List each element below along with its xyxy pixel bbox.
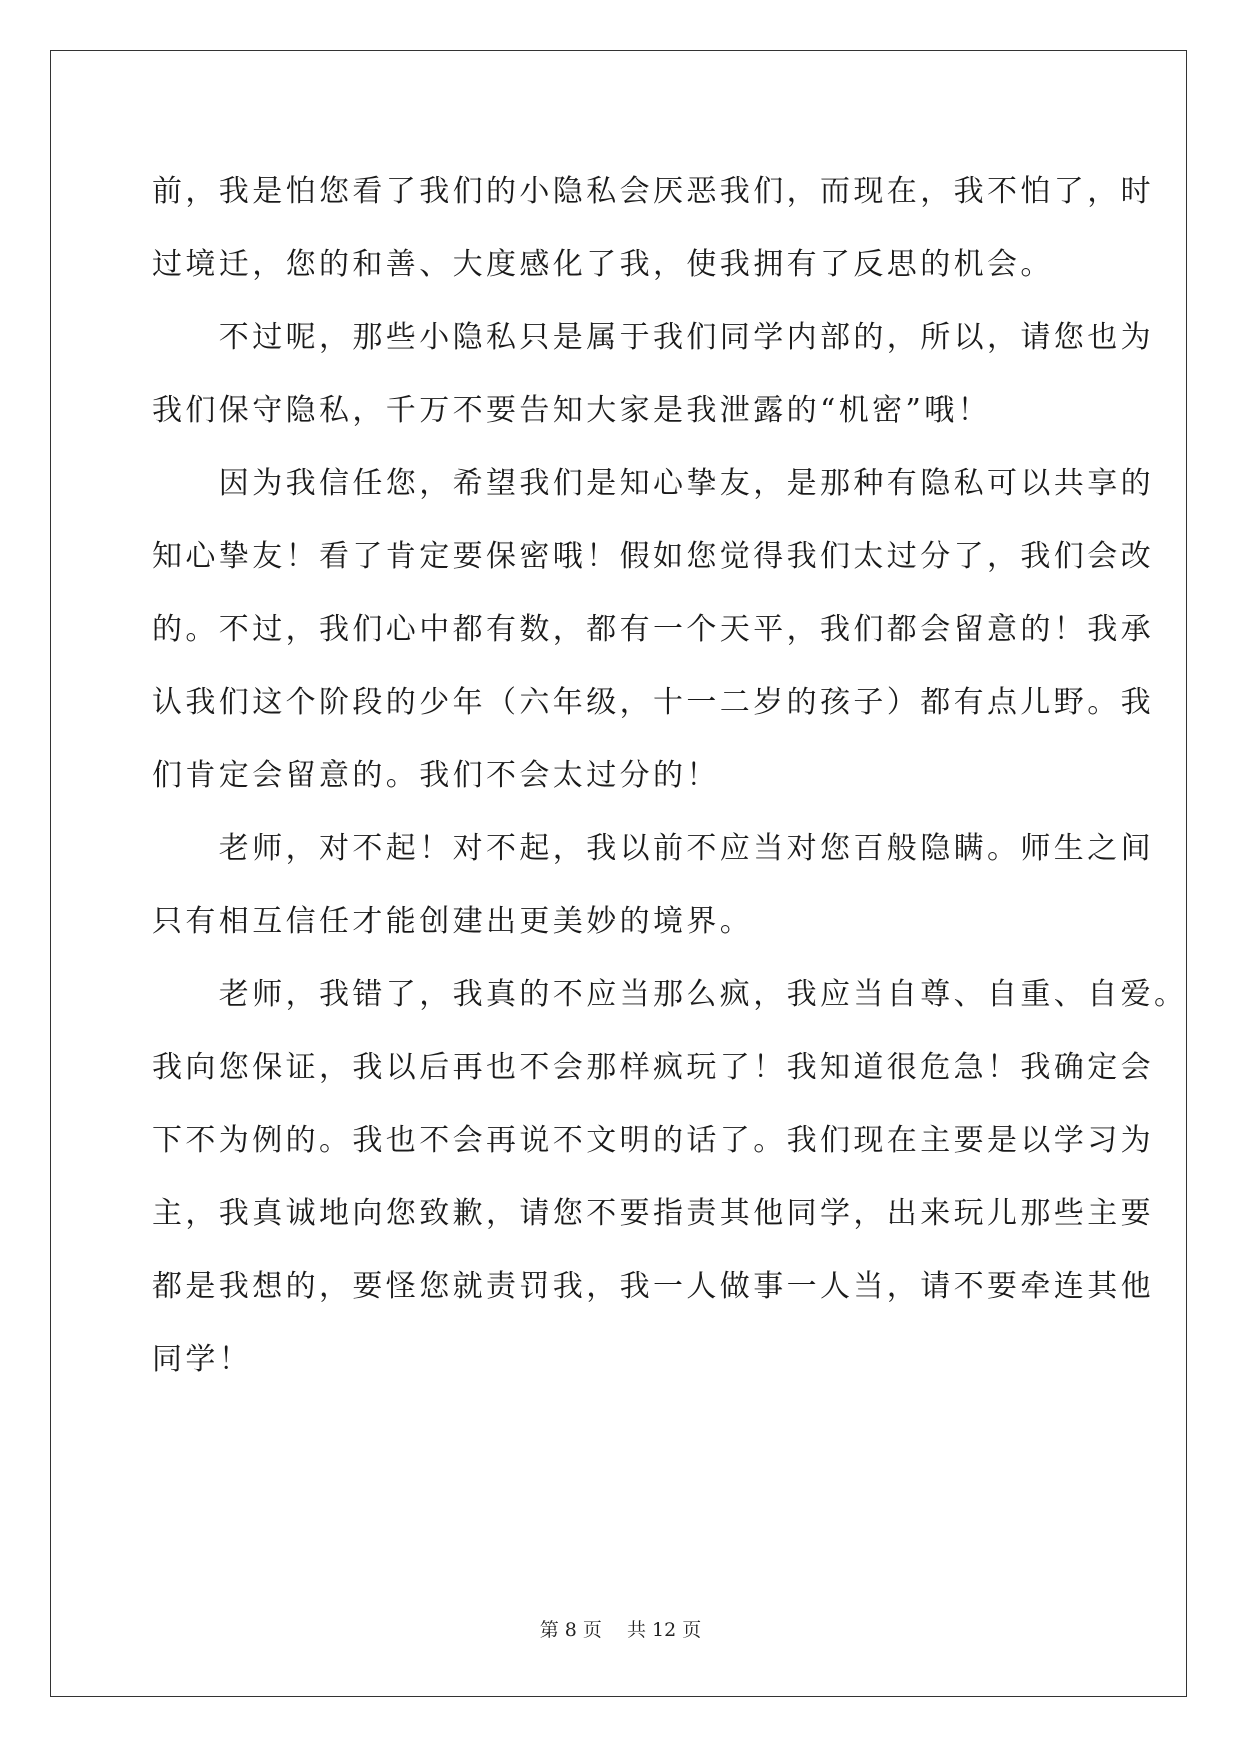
text-line: 们肯定会留意的。我们不会太过分的！ (152, 758, 720, 793)
text-line: 我们保守隐私，千万不要告知大家是我泄露的“机密”哦！ (152, 393, 992, 428)
text-line: 前，我是怕您看了我们的小隐私会厌恶我们，而现在，我不怕了，时 (152, 174, 1154, 209)
page-number-footer: 第 8 页 共 12 页 (539, 1619, 702, 1641)
text-line: 老师，我错了，我真的不应当那么疯，我应当自尊、自重、自爱。 (152, 977, 1188, 1012)
page-frame (50, 50, 1187, 1697)
text-line: 的。不过，我们心中都有数，都有一个天平，我们都会留意的！我承 (152, 612, 1154, 647)
text-line: 知心挚友！看了肯定要保密哦！假如您觉得我们太过分了，我们会改 (152, 539, 1154, 574)
text-line: 因为我信任您，希望我们是知心挚友，是那种有隐私可以共享的 (152, 466, 1154, 501)
text-line: 只有相互信任才能创建出更美妙的境界。 (152, 904, 754, 939)
text-line: 下不为例的。我也不会再说不文明的话了。我们现在主要是以学习为 (152, 1123, 1154, 1158)
text-line: 主，我真诚地向您致歉，请您不要指责其他同学，出来玩儿那些主要 (152, 1196, 1154, 1231)
text-line: 同学！ (152, 1342, 253, 1377)
text-line: 都是我想的，要怪您就责罚我，我一人做事一人当，请不要牵连其他 (152, 1269, 1154, 1304)
text-line: 认我们这个阶段的少年（六年级，十一二岁的孩子）都有点儿野。我 (152, 685, 1154, 720)
text-line: 老师，对不起！对不起，我以前不应当对您百般隐瞒。师生之间 (152, 831, 1154, 866)
text-line: 不过呢，那些小隐私只是属于我们同学内部的，所以，请您也为 (152, 320, 1154, 355)
text-line: 过境迁，您的和善、大度感化了我，使我拥有了反思的机会。 (152, 247, 1054, 282)
text-line: 我向您保证，我以后再也不会那样疯玩了！我知道很危急！我确定会 (152, 1050, 1154, 1085)
